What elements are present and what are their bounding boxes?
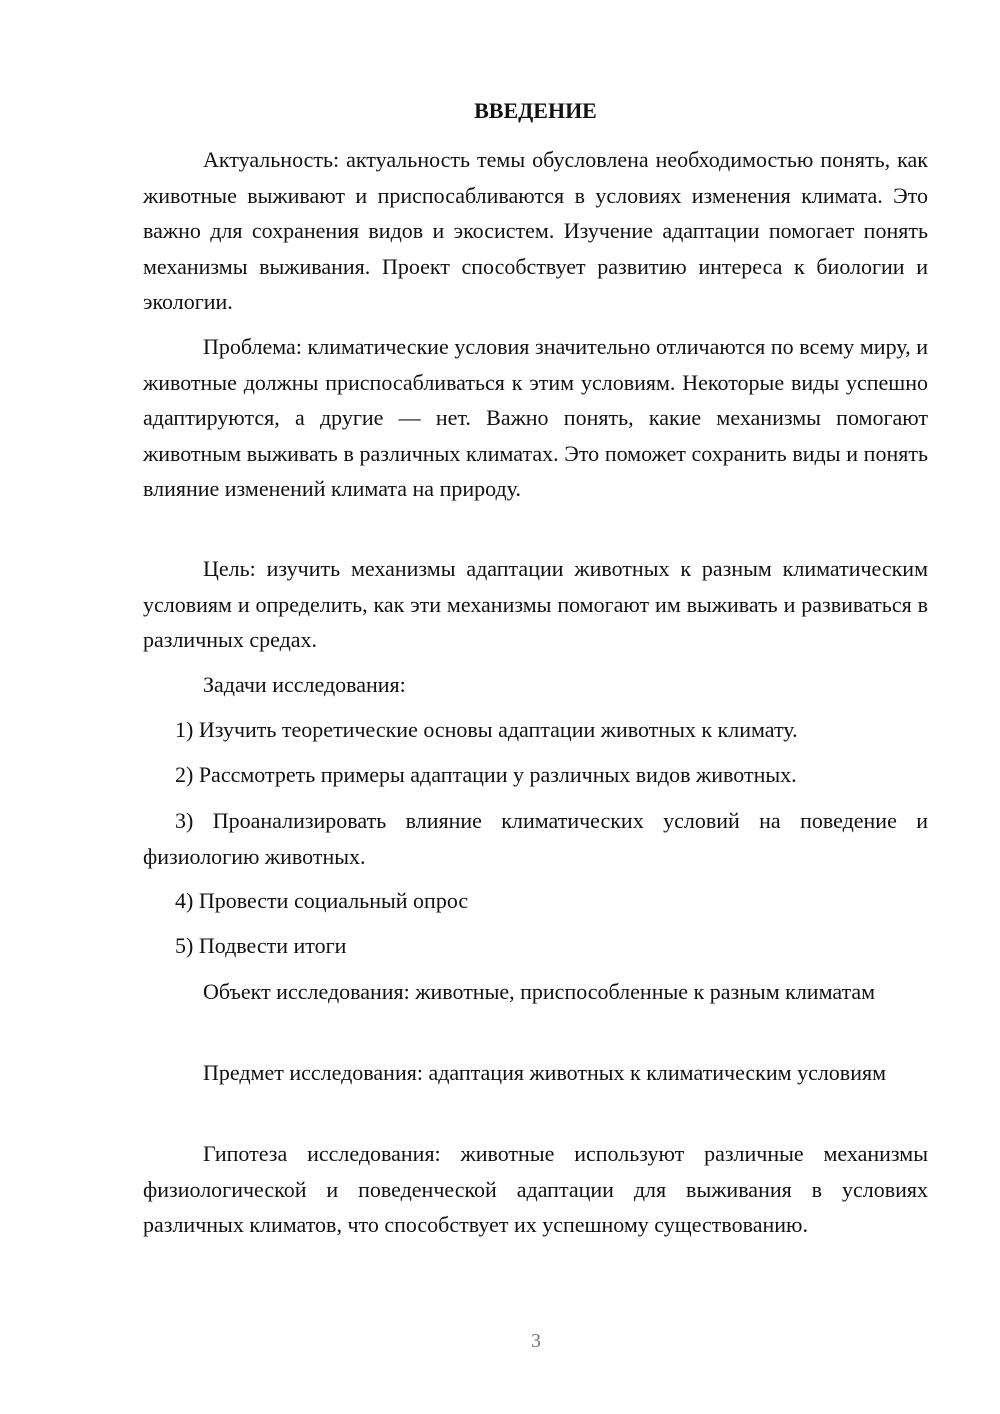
subject-paragraph: Предмет исследования: адаптация животных к климатическим условиям: [203, 1060, 887, 1085]
problem-paragraph: Проблема: климатические условия значительно отличаются по всему миру, и животные должны приспосабливаться к этим условиям. Некоторые виды успешно адаптируются, а другие — нет. Важно понять, какие механизмы помогают животным выживать в различных климатах. Это поможет сохранить виды и понять влияние изменений климата на природу.: [143, 334, 928, 501]
task-item-3: 3) Проанализировать влияние климатических условий на поведение и физиологию животных.: [143, 808, 928, 869]
page-title: ВВЕДЕНИЕ: [474, 98, 597, 123]
task-item-2: 2) Рассмотреть примеры адаптации у различных видов животных.: [175, 762, 797, 787]
object-paragraph: Объект исследования: животные, приспособленные к разным климатам: [203, 979, 876, 1004]
hypothesis-paragraph: Гипотеза исследования: животные используют различные механизмы физиологической и поведенческой адаптации для выживания в условиях различных климатов, что способствует их успешному существованию.: [143, 1141, 928, 1237]
task-item-5: 5) Подвести итоги: [175, 933, 347, 958]
tasks-heading: Задачи исследования:: [203, 672, 406, 697]
goal-paragraph: Цель: изучить механизмы адаптации животных к разным климатическим условиям и определить, как эти механизмы помогают им выживать и развиваться в различных средах.: [143, 556, 928, 652]
relevance-paragraph: Актуальность: актуальность темы обусловлена необходимостью понять, как животные выживают и приспосабливаются в условиях изменения климата. Это важно для сохранения видов и экосистем. Изучение адаптации помогает понять механизмы выживания. Проект способствует развитию интереса к биологии и экологии.: [143, 147, 928, 314]
page-number: 3: [531, 1330, 541, 1352]
task-item-4: 4) Провести социальный опрос: [175, 888, 469, 913]
task-item-1: 1) Изучить теоретические основы адаптации животных к климату.: [175, 717, 798, 742]
